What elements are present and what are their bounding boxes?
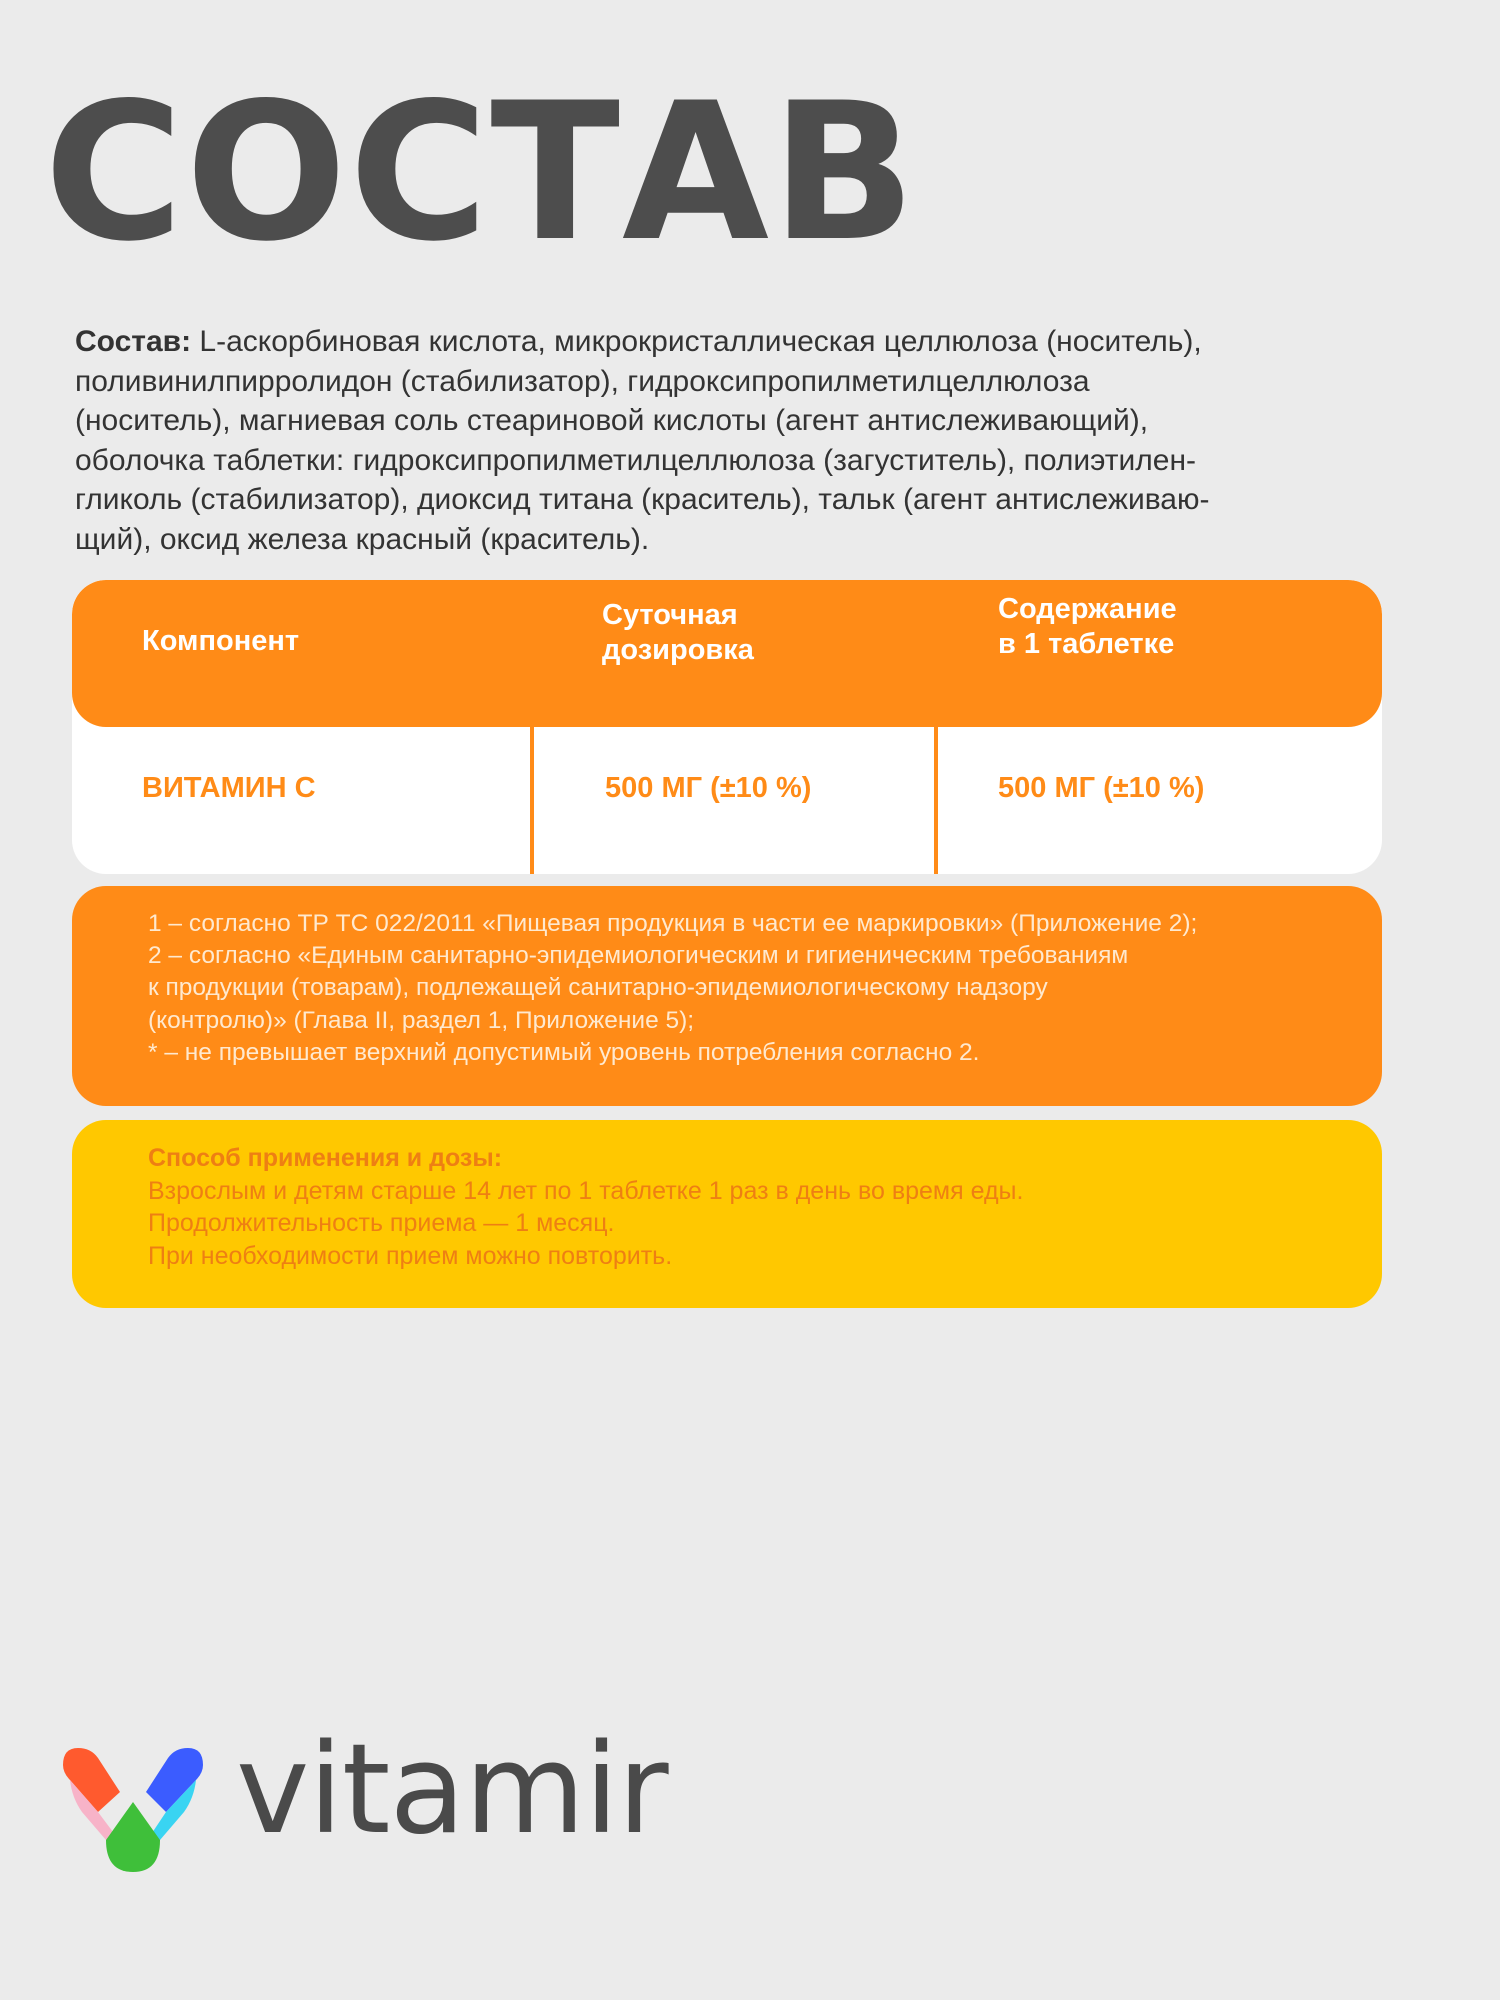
footnote-line: * – не превышает верхний допустимый уровень потребления согласно 2. bbox=[148, 1038, 980, 1066]
usage-box bbox=[72, 1120, 1382, 1308]
usage-line: Взрослым и детям старше 14 лет по 1 таблетке 1 раз в день во время еды. bbox=[148, 1176, 1024, 1205]
composition-line: поливинилпирролидон (стабилизатор), гидроксипропилметилцеллюлоза bbox=[75, 364, 1090, 398]
composition-text bbox=[75, 322, 1435, 559]
footnotes-text bbox=[148, 908, 1358, 1069]
composition-label: Состав: bbox=[75, 325, 192, 358]
vitamir-logo-icon bbox=[58, 1740, 208, 1880]
usage-line: Продолжительность приема — 1 месяц. bbox=[148, 1209, 615, 1237]
header-per-tablet bbox=[998, 592, 1177, 662]
composition-line: (носитель), магниевая соль стеариновой кислоты (агент антислеживающий), bbox=[75, 404, 1149, 437]
usage-text bbox=[148, 1142, 1358, 1272]
footnote-line: (контролю)» (Глава II, раздел 1, Приложение 5); bbox=[148, 1006, 695, 1034]
usage-line: При необходимости прием можно повторить. bbox=[148, 1241, 673, 1270]
column-divider bbox=[934, 580, 938, 874]
composition-line-text: L-аскорбиновая кислота, микрокристаллическая целлюлоза (носитель), bbox=[191, 325, 1202, 358]
header-daily-dose-line: Суточная bbox=[602, 599, 738, 631]
footnote-line: 2 – согласно «Единым санитарно-эпидемиологическим и гигиеническим требованиям bbox=[148, 942, 1129, 970]
header-component-label: Компонент bbox=[142, 625, 300, 657]
composition-line: щий), оксид железа красный (краситель). bbox=[75, 522, 650, 556]
header-daily-dose bbox=[602, 598, 754, 668]
header-component bbox=[142, 624, 299, 659]
column-divider bbox=[530, 580, 534, 874]
row-component: ВИТАМИН С bbox=[142, 772, 316, 804]
composition-line: гликоль (стабилизатор), диоксид титана (краситель), тальк (агент антислеживаю- bbox=[75, 483, 1210, 516]
composition-line: оболочка таблетки: гидроксипропилметилцеллюлоза (загуститель), полиэтилен- bbox=[75, 443, 1197, 477]
nutrient-table bbox=[72, 580, 1382, 874]
row-per-tablet: 500 МГ (±10 %) bbox=[998, 772, 1205, 804]
row-daily-dose: 500 МГ (±10 %) bbox=[605, 772, 812, 804]
usage-title: Способ применения и дозы: bbox=[148, 1144, 503, 1172]
header-per-tablet-line: Содержание bbox=[998, 593, 1177, 625]
footnote-line: к продукции (товарам), подлежащей санитарно-эпидемиологическому надзору bbox=[148, 974, 1048, 1002]
header-per-tablet-line: в 1 таблетке bbox=[998, 628, 1175, 660]
brand-name: vitamir bbox=[236, 1718, 668, 1862]
header-daily-dose-line: дозировка bbox=[602, 634, 754, 666]
footnotes-box bbox=[72, 886, 1382, 1106]
composition-line bbox=[75, 322, 1435, 362]
footnote-line: 1 – согласно ТР ТС 022/2011 «Пищевая продукция в части ее маркировки» (Приложение 2); bbox=[148, 910, 1198, 937]
page-title: СОСТАВ bbox=[44, 62, 918, 283]
